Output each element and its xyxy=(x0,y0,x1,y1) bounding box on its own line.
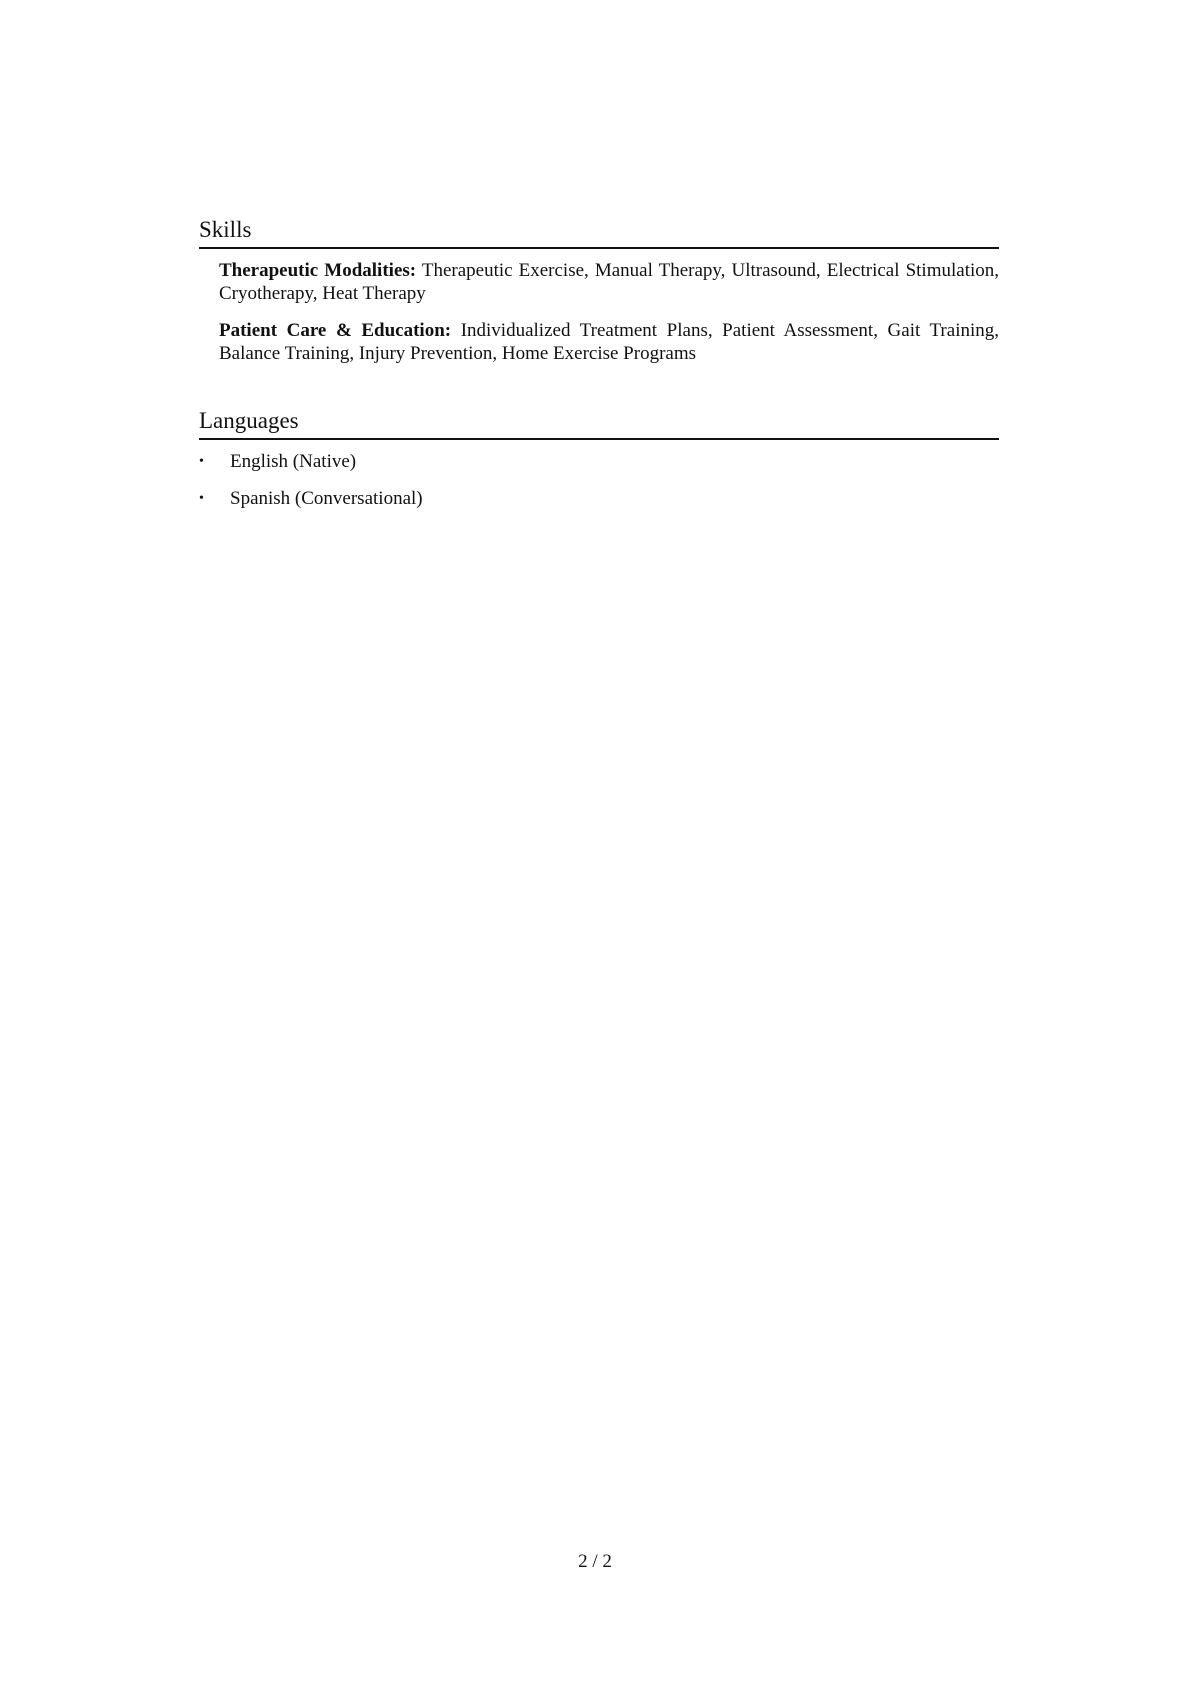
languages-section xyxy=(199,407,999,524)
skill-entry-therapeutic-modalities xyxy=(219,259,999,305)
language-text: Spanish (Conversational) xyxy=(230,488,423,509)
skill-label: Therapeutic Modalities: xyxy=(219,260,417,281)
language-item-spanish xyxy=(199,487,999,510)
language-text: English (Native) xyxy=(230,451,357,472)
skill-entry-patient-care xyxy=(219,319,999,365)
skill-text: Individualized Treatment Plans, Patient Assessment, Gait Training, Balance Training, Injury Prevention, Home Exercise Programs xyxy=(219,320,999,364)
skill-text: Therapeutic Exercise, Manual Therapy, Ultrasound, Electrical Stimulation, Cryotherapy, Heat Therapy xyxy=(219,260,1000,304)
languages-heading: Languages xyxy=(199,407,999,440)
language-item-english xyxy=(199,450,999,473)
page-number: 2 / 2 xyxy=(578,1551,612,1572)
languages-list xyxy=(199,450,999,510)
skills-heading: Skills xyxy=(199,216,999,249)
skill-label: Patient Care & Education: xyxy=(219,320,452,341)
bullet-icon: • xyxy=(199,454,204,469)
bullet-icon: • xyxy=(199,491,204,506)
skills-section xyxy=(199,216,999,365)
